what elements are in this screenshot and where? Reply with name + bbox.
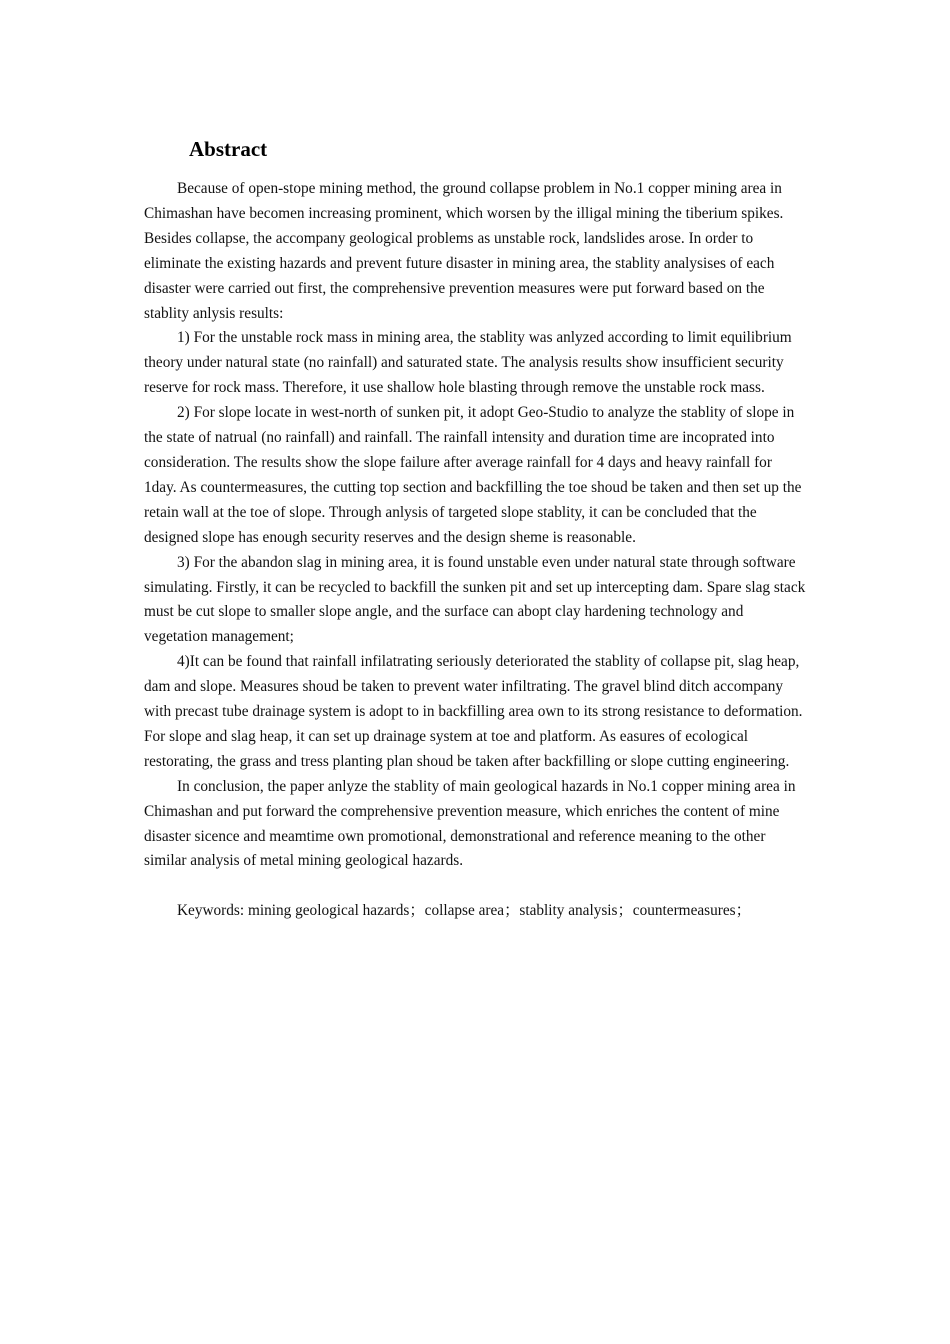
abstract-section: [144, 133, 808, 924]
abstract-paragraph-item-4: 4)It can be found that rainfall infilatrating seriously deteriorated the stablity of collapse pit, slag heap, dam and slope. Measures shoud be taken to prevent water infiltrating. The gravel blind ditch accompany with precast tube drainage system is adopt to in backfilling area own to its strong resistance to deformation. For slope and slag heap, it can set up drainage system at toe and platform. As easures of ecological restorating, the grass and tress planting plan shoud be taken after backfilling or slope cutting engineering.: [144, 653, 803, 770]
abstract-paragraph-item-1: 1) For the unstable rock mass in mining area, the stablity was anlyzed according to limit equilibrium theory under natural state (no rainfall) and saturated state. The analysis results show insufficient security reserve for rock mass. Therefore, it use shallow hole blasting through remove the unstable rock mass.: [144, 329, 792, 397]
abstract-paragraph-item-3: 3) For the abandon slag in mining area, it is found unstable even under natural state through software simulating. Firstly, it can be recycled to backfill the sunken pit and set up intercepting dam. Spare slag stack must be cut slope to smaller slope angle, and the surface can abopt clay hardening technology and vegetation management;: [144, 553, 806, 646]
abstract-paragraph-conclusion: In conclusion, the paper anlyze the stablity of main geological hazards in No.1 copper mining area in Chimashan and put forward the comprehensive prevention measure, which enriches the content of mine disaster sicence and meamtime own promotional, demonstrational and reference meaning to the other similar analysis of metal mining geological hazards.: [144, 777, 796, 870]
abstract-paragraph-item-2: 2) For slope locate in west-north of sunken pit, it adopt Geo-Studio to analyze the stablity of slope in the state of natrual (no rainfall) and rainfall. The rainfall intensity and duration time are incoprated into consideration. The results show the slope failure after average rainfall for 4 days and heavy rainfall for 1day. As countermeasures, the cutting top section and backfilling the toe shoud be taken and then set up the retain wall at the toe of slope. Through anlysis of targeted slope stablity, it can be concluded that the designed slope has enough security reserves and the design sheme is reasonable.: [144, 404, 802, 546]
abstract-paragraph-intro: Because of open-stope mining method, the ground collapse problem in No.1 copper mining area in Chimashan have becomen increasing prominent, which worsen by the illigal mining the tiberium spikes. Besides collapse, the accompany geological problems as unstable rock, landslides arose. In order to eliminate the existing hazards and prevent future disaster in mining area, the stablity analysises of each disaster were carried out first, the comprehensive prevention measures were put forward based on the stablity anlysis results:: [144, 180, 784, 322]
keywords-line: Keywords: mining geological hazards；collapse area；stablity analysis；countermeasures；: [177, 902, 751, 920]
abstract-heading: Abstract: [189, 137, 268, 161]
